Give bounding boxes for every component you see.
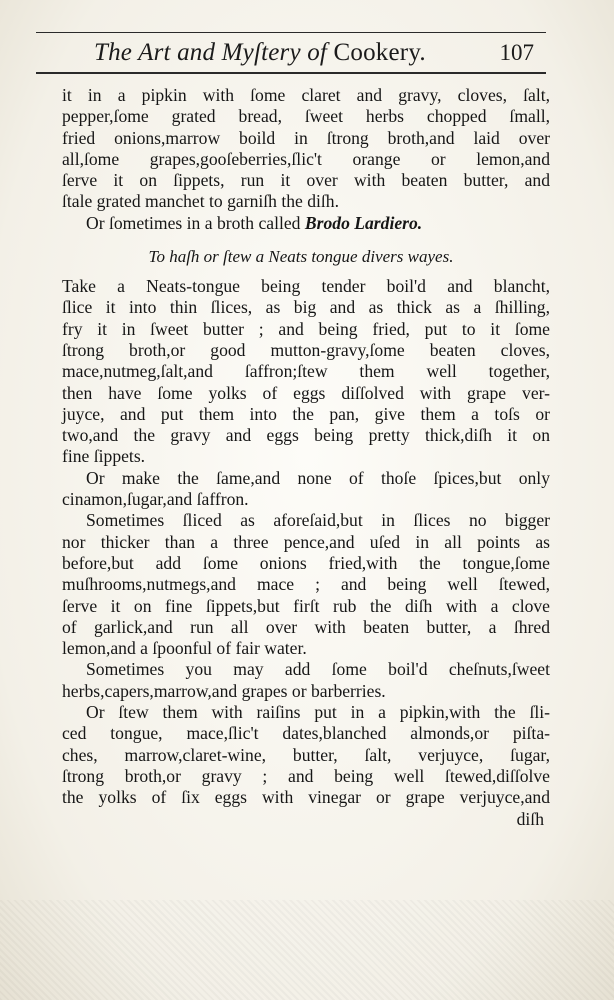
catchword: diſh	[516, 808, 544, 829]
running-title	[94, 36, 426, 70]
text-line: before,but add ſome onions fried,with the tongue,ſome	[62, 552, 550, 573]
text-line: herbs,capers,marrow,and grapes or barberries.	[62, 680, 386, 701]
page-edge-texture	[0, 900, 614, 1000]
text-line: ches, marrow,claret-wine, butter, ſalt, verjuyce, ſugar,	[62, 744, 550, 765]
text-line: muſhrooms,nutmegs,and mace ; and being well ſtewed,	[62, 574, 550, 595]
text-line: mace,nutmeg,ſalt,and ſaffron;ſtew them well together,	[62, 361, 550, 382]
text-line: lemon,and a ſpoonful of fair water.	[62, 638, 307, 659]
text-line: all,ſome grapes,gooſeberries,ſlic't orange or lemon,and	[62, 148, 550, 169]
text-line: Sometimes ſliced as aforeſaid,but in ſlices no bigger	[86, 510, 550, 531]
text-line: Or ſtew them with raiſins put in a pipkin,with the ſli-	[86, 702, 550, 723]
text-line: it in a pipkin with ſome claret and gravy, cloves, ſalt,	[62, 85, 550, 105]
text-line: ced tongue, mace,ſlic't dates,blanched almonds,or piſta-	[62, 723, 550, 744]
header-top-rule	[36, 32, 546, 33]
text-line: nor thicker than a three pence,and uſed in all points as	[62, 531, 550, 552]
text-line: fry it in ſweet butter ; and being fried, put to it ſome	[62, 318, 550, 339]
text-line: two,and the gravy and eggs being pretty thick,diſh it on	[62, 425, 550, 446]
broth-line	[86, 213, 550, 234]
broth-line-prefix: Or ſometimes in a broth called	[86, 212, 305, 233]
page-body	[62, 85, 550, 831]
text-line: fine ſippets.	[62, 446, 146, 467]
text-line: then have ſome yolks of eggs diſſolved with grape ver-	[62, 382, 550, 403]
broth-name: Brodo Lardiero.	[304, 212, 423, 233]
page-number: 107	[499, 40, 534, 65]
header-bottom-rule	[36, 72, 546, 74]
running-title-upright: Cookery.	[333, 39, 426, 66]
text-line: Or make the ſame,and none of thoſe ſpices,but only	[86, 467, 550, 488]
text-line: ſlice it into thin ſlices, as big and as thick as a ſhilling,	[62, 297, 550, 318]
text-line: pepper,ſome grated bread, ſweet herbs chopped ſmall,	[62, 106, 550, 127]
running-title-italic: The Art and Myſtery of	[94, 39, 328, 66]
text-line: juyce, and put them into the pan, give them a toſs or	[62, 403, 550, 424]
running-head	[36, 36, 546, 70]
text-line: cinamon,ſugar,and ſaffron.	[62, 489, 249, 510]
text-line: of garlick,and run all over with beaten butter, a ſhred	[62, 616, 550, 637]
recipe-heading: To haſh or ſtew a Neats tongue divers wayes.	[148, 247, 454, 267]
text-line: the yolks of ſix eggs with vinegar or grape verjuyce,and	[62, 787, 550, 808]
text-line: ſerve it on ſippets, run it over with beaten butter, and	[62, 170, 550, 191]
text-line: fried onions,marrow boild in ſtrong broth,and laid over	[62, 127, 550, 148]
text-line: Take a Neats-tongue being tender boil'd and blancht,	[62, 276, 550, 297]
text-line: Sometimes you may add ſome boil'd cheſnuts,ſweet	[86, 659, 550, 680]
text-line: ſerve it on fine ſippets,but firſt rub the diſh with a clove	[62, 595, 550, 616]
text-line: ſtrong broth,or good mutton-gravy,ſome beaten cloves,	[62, 339, 550, 360]
text-line: ſtale grated manchet to garniſh the diſh.	[62, 191, 340, 212]
text-line: ſtrong broth,or gravy ; and being well ſtewed,diſſolve	[62, 765, 550, 786]
